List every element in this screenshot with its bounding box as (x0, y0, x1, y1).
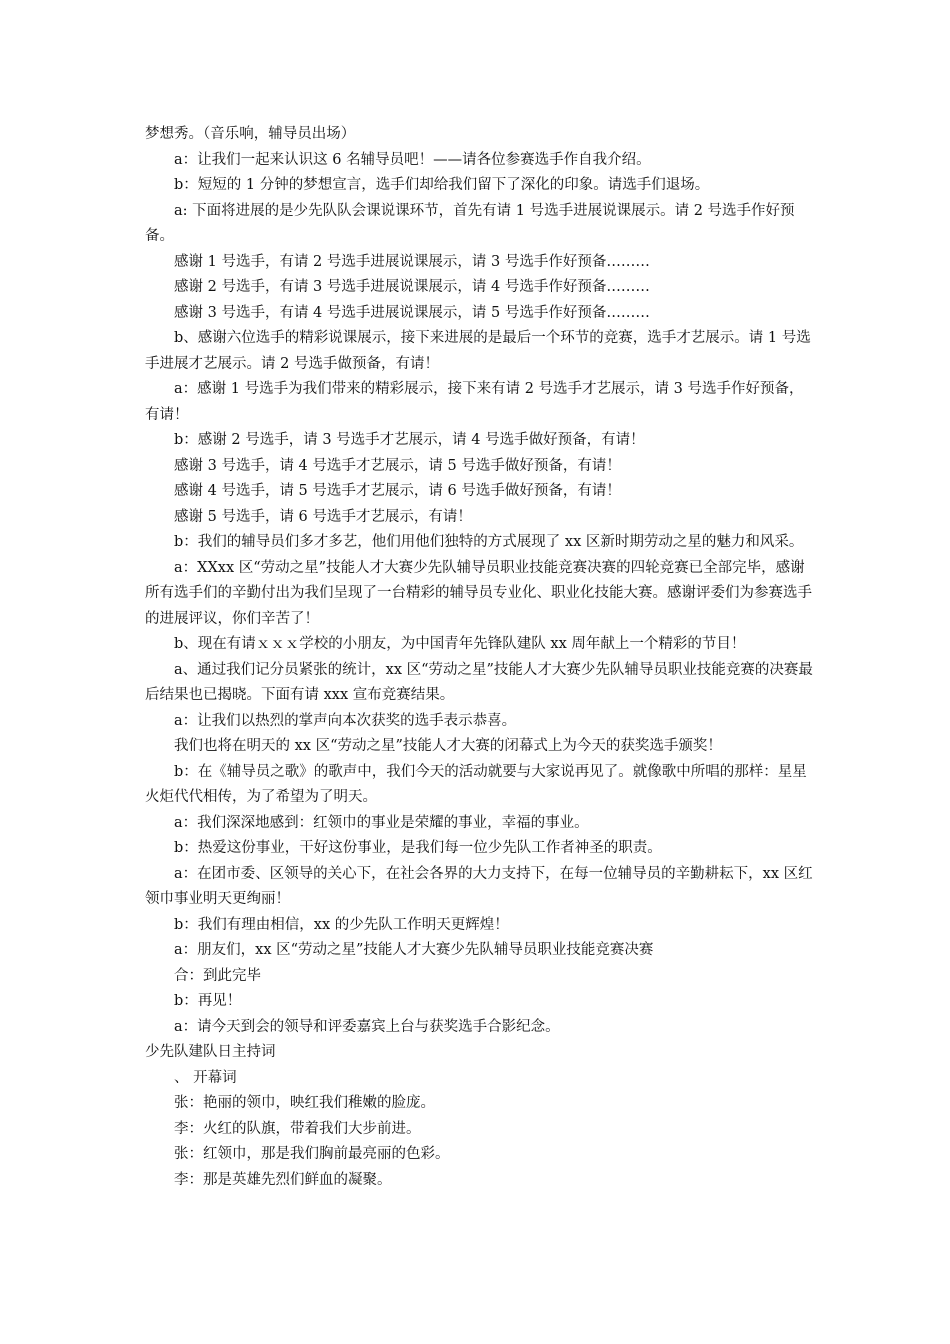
section-title: 少先队建队日主持词 (145, 1044, 276, 1060)
paragraph: 感谢 2 号选手，有请 3 号选手进展说课展示，请 4 号选手作好预备……… (174, 279, 650, 295)
paragraph: a：朋友们，xx 区“劳动之星”技能人才大赛少先队辅导员职业技能竞赛决赛 (174, 942, 654, 958)
paragraph: a：让我们以热烈的掌声向本次获奖的选手表示恭喜。 (174, 712, 517, 729)
paragraph: 感谢 3 号选手，请 4 号选手才艺展示，请 5 号选手做好预备，有请！ (174, 457, 621, 474)
paragraph: 、 开幕词 (174, 1069, 237, 1086)
paragraph: b、现在有请ｘｘｘ学校的小朋友，为中国青年先锋队建队 xx 周年献上一个精彩的节目！ (174, 636, 746, 652)
paragraph: b：再见！ (174, 993, 242, 1009)
paragraph: b：在《辅导员之歌》的歌声中，我们今天的活动就要与大家说再见了。就像歌中所唱的那样：星星火炬代代相传，为了希望为了明天。 (145, 763, 807, 805)
paragraph: 李：火红的队旗，带着我们大步前进。 (174, 1120, 421, 1137)
paragraph: b：我们有理由相信，xx 的少先队工作明天更辉煌！ (174, 916, 509, 933)
paragraph: b：我们的辅导员们多才多艺，他们用他们独特的方式展现了 xx 区新时期劳动之星的魅力和风采。 (174, 534, 804, 550)
paragraph: 梦想秀。（音乐响，辅导员出场） (145, 126, 356, 142)
paragraph: 张：艳丽的领巾，映红我们稚嫩的脸庞。 (174, 1095, 435, 1111)
paragraph: 感谢 5 号选手，请 6 号选手才艺展示，有请！ (174, 508, 472, 525)
paragraph: a：在团市委、区领导的关心下，在社会各界的大力支持下，在每一位辅导员的辛勤耕耘下，xx 区红领巾事业明天更绚丽！ (145, 865, 813, 907)
paragraph: b：热爱这份事业，干好这份事业，是我们每一位少先队工作者神圣的职责。 (174, 840, 662, 856)
paragraph: 我们也将在明天的 xx 区“劳动之星”技能人才大赛的闭幕式上为今天的获奖选手颁奖！ (174, 738, 722, 754)
paragraph: 感谢 3 号选手，有请 4 号选手进展说课展示，请 5 号选手作好预备……… (174, 304, 650, 321)
paragraph: a：我们深深地感到：红领巾的事业是荣耀的事业，幸福的事业。 (174, 814, 589, 831)
paragraph: a：XXxx 区“劳动之星”技能人才大赛少先队辅导员职业技能竞赛决赛的四轮竞赛已全部完毕，感谢所有选手们的辛勤付出为我们呈现了一台精彩的辅导员专业化、职业化技能大赛。感谢评委们为参赛选手的进展评议，你们辛苦了！ (145, 559, 812, 627)
paragraph: a、通过我们记分员紧张的统计，xx 区“劳动之星”技能人才大赛少先队辅导员职业技能竞赛的决赛最后结果也已揭晓。下面有请 xxx 宣布竞赛结果。 (145, 661, 813, 703)
paragraph: a：感谢 1 号选手为我们带来的精彩展示，接下来有请 2 号选手才艺展示，请 3 号选手作好预备，有请！ (145, 381, 804, 423)
paragraph: a: 下面将进展的是少先队队会课说课环节，首先有请 1 号选手进展说课展示。请 2 号选手作好预备。 (145, 202, 795, 244)
paragraph: b：感谢 2 号选手，请 3 号选手才艺展示，请 4 号选手做好预备，有请！ (174, 432, 645, 448)
paragraph: 李：那是英雄先烈们鲜血的凝聚。 (174, 1171, 392, 1188)
paragraph: 张：红领巾，那是我们胸前最亮丽的色彩。 (174, 1146, 450, 1162)
paragraph: b：短短的 1 分钟的梦想宣言，选手们却给我们留下了深化的印象。请选手们退场。 (174, 177, 710, 193)
paragraph: 感谢 4 号选手，请 5 号选手才艺展示，请 6 号选手做好预备，有请！ (174, 483, 621, 499)
paragraph: a：请今天到会的领导和评委嘉宾上台与获奖选手合影纪念。 (174, 1018, 560, 1035)
paragraph: 合：到此完毕 (174, 967, 261, 984)
paragraph: b、感谢六位选手的精彩说课展示，接下来进展的是最后一个环节的竞赛，选手才艺展示。请 1 号选手进展才艺展示。请 2 号选手做预备，有请！ (145, 330, 811, 372)
paragraph: 感谢 1 号选手，有请 2 号选手进展说课展示，请 3 号选手作好预备……… (174, 253, 650, 270)
document-body (145, 122, 813, 1193)
paragraph: a：让我们一起来认识这 6 名辅导员吧！——请各位参赛选手作自我介绍。 (174, 151, 651, 168)
